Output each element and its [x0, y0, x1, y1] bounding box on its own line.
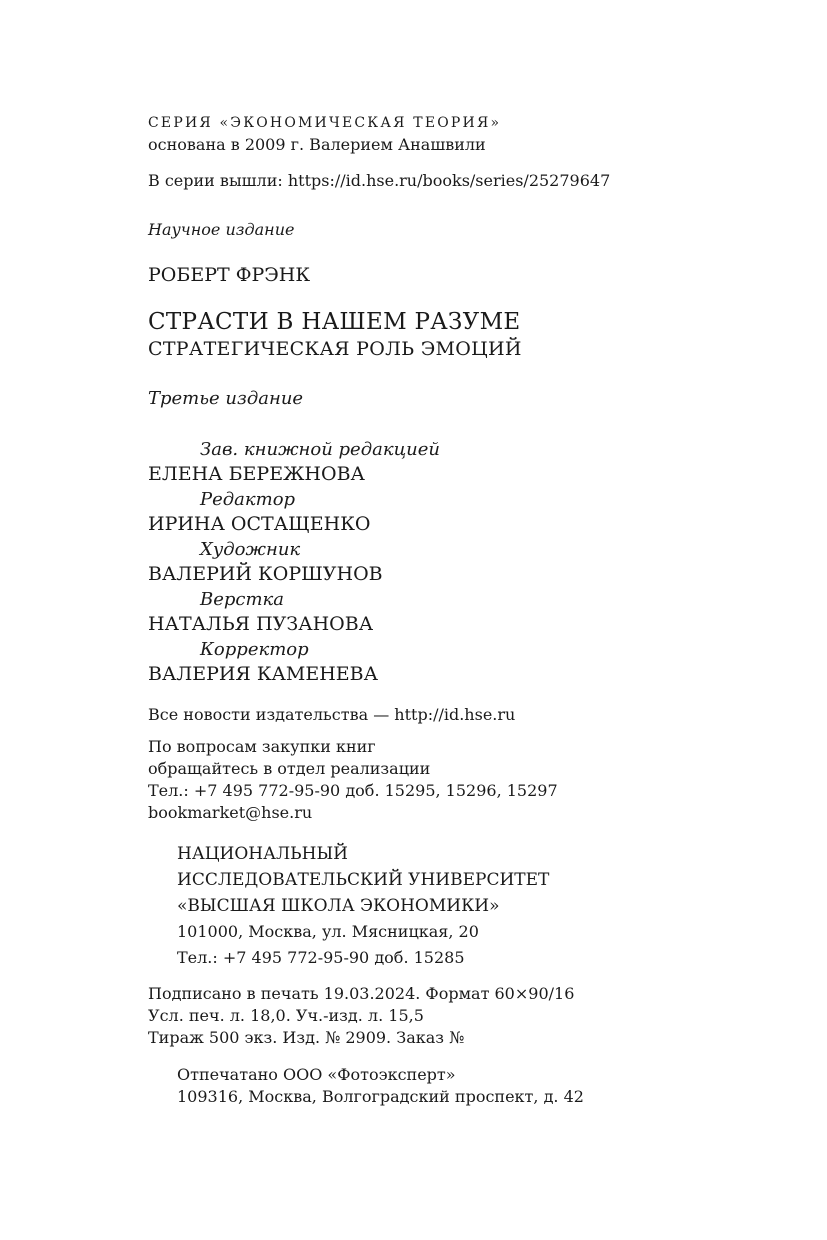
- colophon-page: [148, 112, 788, 1108]
- print-info-block: [148, 983, 788, 1049]
- sales-block: [148, 736, 788, 824]
- credit-role: Зав. книжной редакцией: [200, 439, 440, 460]
- publisher-address: 101000, Москва, ул. Мясницкая, 20: [177, 922, 479, 941]
- sales-line: обращайтесь в отдел реализации: [148, 759, 431, 778]
- credit-name: ВАЛЕРИЙ КОРШУНОВ: [148, 563, 383, 585]
- credit-role: Редактор: [200, 489, 296, 510]
- sales-phone: Тел.: +7 495 772-95-90 доб. 15295, 15296, 15297: [148, 781, 558, 800]
- sales-line: По вопросам закупки книг: [148, 737, 376, 756]
- publisher-block: [148, 841, 788, 971]
- printer-name: Отпечатано ООО «Фотоэксперт»: [177, 1065, 456, 1084]
- series-label: СЕРИЯ «ЭКОНОМИЧЕСКАЯ ТЕОРИЯ»: [148, 115, 502, 131]
- print-info-line: Подписано в печать 19.03.2024. Формат 60×90/16: [148, 984, 575, 1003]
- book-title: СТРАСТИ В НАШЕМ РАЗУМЕ: [148, 309, 521, 335]
- publisher-name-line: НАЦИОНАЛЬНЫЙ: [177, 844, 349, 864]
- print-info-line: Усл. печ. л. 18,0. Уч.-изд. л. 15,5: [148, 1006, 424, 1025]
- credit-name: НАТАЛЬЯ ПУЗАНОВА: [148, 613, 374, 635]
- printer-address: 109316, Москва, Волгоградский проспект, д. 42: [177, 1087, 584, 1106]
- credit-role: Верстка: [200, 589, 285, 610]
- series-founded: основана в 2009 г. Валерием Анашвили: [148, 135, 486, 154]
- sales-email: bookmarket@hse.ru: [148, 803, 313, 822]
- credit-name: ЕЛЕНА БЕРЕЖНОВА: [148, 463, 365, 485]
- credit-role: Корректор: [200, 639, 309, 660]
- credit-name: ВАЛЕРИЯ КАМЕНЕВА: [148, 663, 379, 685]
- publisher-name-line: «ВЫСШАЯ ШКОЛА ЭКОНОМИКИ»: [177, 896, 500, 916]
- publisher-phone: Тел.: +7 495 772-95-90 доб. 15285: [177, 948, 465, 967]
- print-info-line: Тираж 500 экз. Изд. № 2909. Заказ №: [148, 1028, 465, 1047]
- book-subtitle: СТРАТЕГИЧЕСКАЯ РОЛЬ ЭМОЦИЙ: [148, 338, 522, 360]
- credit-role: Художник: [200, 539, 301, 560]
- author-name: РОБЕРТ ФРЭНК: [148, 264, 311, 286]
- credit-name: ИРИНА ОСТАЩЕНКО: [148, 513, 371, 535]
- news-line: Все новости издательства — http://id.hse.ru: [148, 705, 516, 724]
- edition-label: Третье издание: [148, 388, 304, 409]
- edition-type: Научное издание: [148, 220, 295, 239]
- credits-block: [148, 437, 788, 687]
- printer-block: [148, 1064, 788, 1108]
- publisher-name-line: ИССЛЕДОВАТЕЛЬСКИЙ УНИВЕРСИТЕТ: [177, 870, 550, 890]
- series-published: В серии вышли: https://id.hse.ru/books/series/25279647: [148, 171, 611, 190]
